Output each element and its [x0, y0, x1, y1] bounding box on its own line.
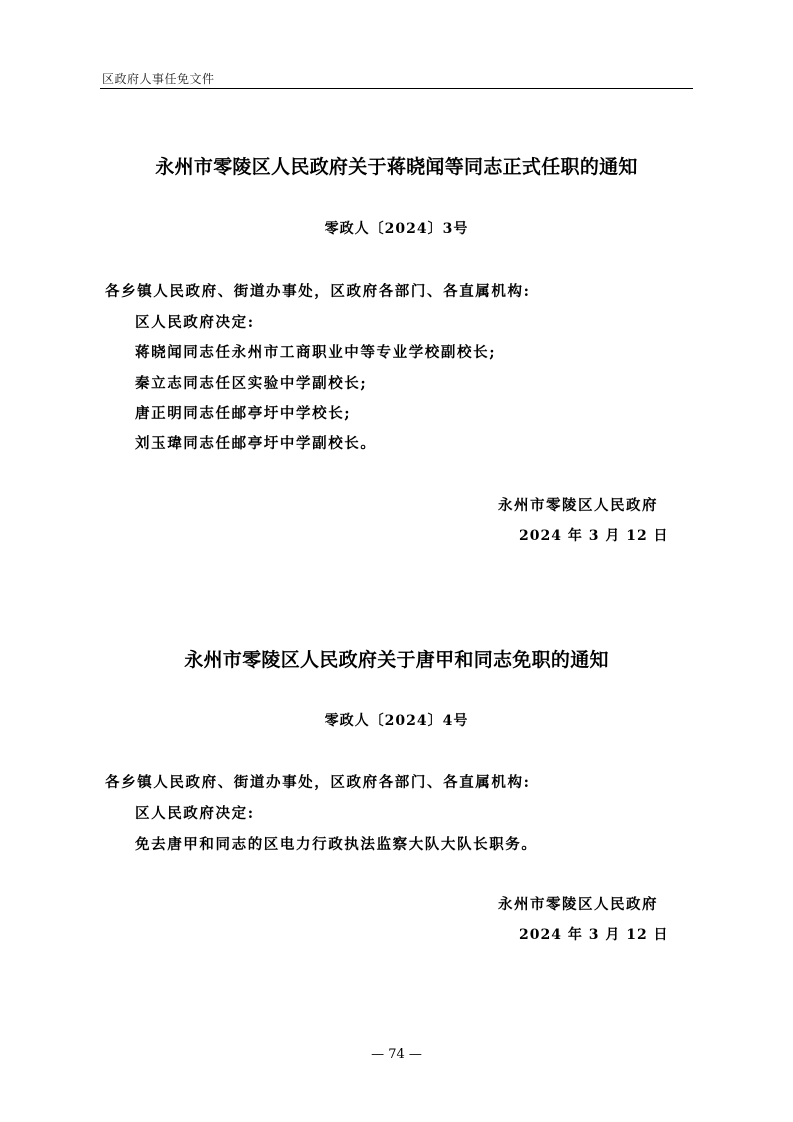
page-number: — 74 — [371, 1047, 422, 1062]
notice-1-date: 2024 年 3 月 12 日 [519, 528, 669, 544]
notice-2-date: 2024 年 3 月 12 日 [519, 927, 669, 943]
notice-1-item-2: 秦立志同志任区实验中学副校长; [135, 375, 368, 392]
notice-1-item-4: 刘玉瑋同志任邮亭圩中学副校长。 [135, 435, 377, 452]
notice-2-issuer: 永州市零陵区人民政府 [498, 896, 658, 913]
notice-1-issuer: 永州市零陵区人民政府 [498, 497, 658, 514]
notice-1-addressee: 各乡镇人民政府、街道办事处，区政府各部门、各直属机构: [105, 283, 531, 300]
notice-2-title: 永州市零陵区人民政府关于唐甲和同志免职的通知 [184, 649, 609, 671]
notice-2-decision-intro: 区人民政府决定: [135, 805, 255, 822]
notice-1-decision-intro: 区人民政府决定: [135, 314, 255, 331]
running-header: 区政府人事任免文件 [102, 72, 215, 86]
notice-1-doc-number: 零政人〔2024〕3号 [324, 221, 469, 237]
notice-1-item-3: 唐正明同志任邮亭圩中学校长; [135, 405, 352, 422]
notice-2-item-1: 免去唐甲和同志的区电力行政执法监察大队大队长职务。 [135, 836, 538, 853]
notice-1-item-1: 蒋晓闻同志任永州市工商职业中等专业学校副校长; [135, 344, 497, 361]
notice-1-title: 永州市零陵区人民政府关于蒋晓闻等同志正式任职的通知 [155, 156, 638, 178]
header-rule [100, 88, 693, 89]
notice-2-addressee: 各乡镇人民政府、街道办事处，区政府各部门、各直属机构: [105, 774, 531, 791]
notice-2-doc-number: 零政人〔2024〕4号 [324, 713, 469, 729]
